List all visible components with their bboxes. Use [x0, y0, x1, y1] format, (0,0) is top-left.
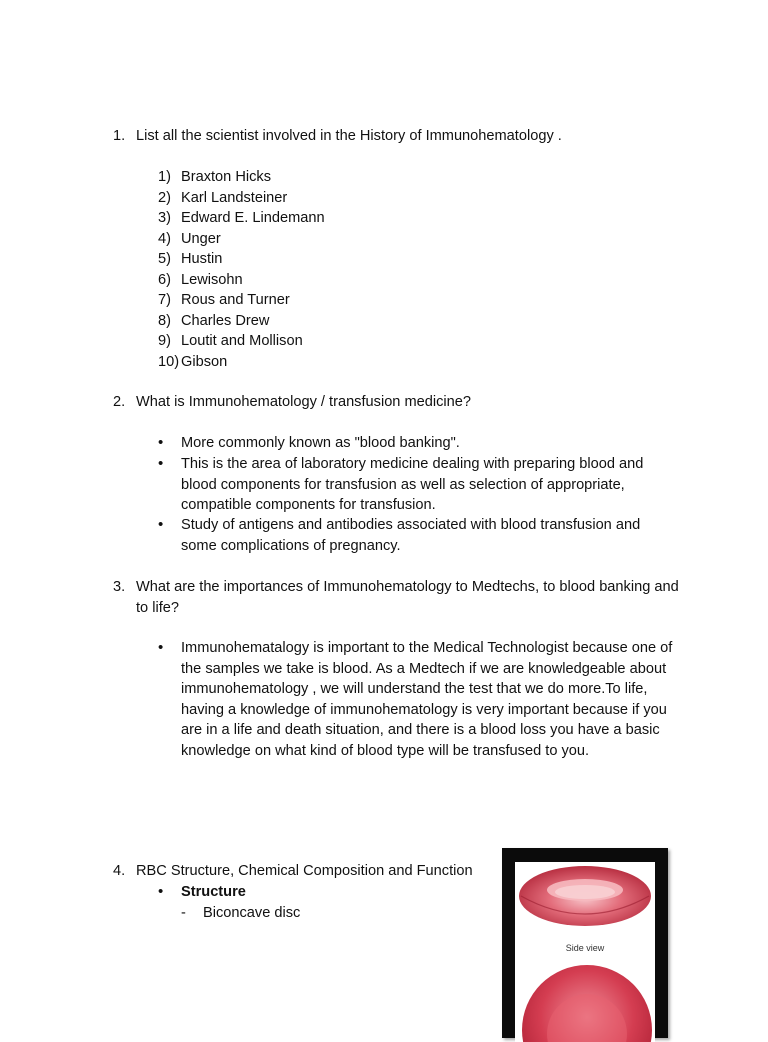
list-item: Rous and Turner — [181, 292, 290, 308]
list-item-number: 7) — [158, 292, 171, 308]
rbc-figure — [502, 848, 668, 1038]
answer-bullet: This is the area of laboratory medicine dealing with preparing blood and blood components for transfusion as well as selection of appropriate, compatible components for transfusion. — [181, 456, 644, 513]
question-number: 2. — [113, 394, 126, 410]
list-item: Hustin — [181, 251, 223, 267]
list-item-number: 6) — [158, 271, 171, 288]
bullet-icon: • — [158, 883, 164, 900]
question-number: 4. — [113, 863, 126, 879]
list-item: Loutit and Mollison — [181, 333, 303, 349]
list-item: Charles Drew — [181, 312, 270, 329]
bullet-icon: • — [158, 455, 164, 472]
question-text: List all the scientist involved in the History of Immunohematology . — [136, 128, 562, 144]
list-item: Unger — [181, 230, 221, 247]
list-item-number: 10) — [158, 353, 180, 370]
list-item: Gibson — [181, 353, 228, 370]
question-text: What is Immunohematology / transfusion medicine? — [136, 394, 472, 410]
question-text: RBC Structure, Chemical Composition and Function — [136, 863, 473, 879]
bullet-icon: • — [158, 434, 164, 451]
question-text: What are the importances of Immunohematology to Medtechs, to blood banking and to life? — [136, 579, 679, 616]
rbc-figure-canvas — [515, 862, 655, 1042]
list-item: Karl Landsteiner — [181, 189, 288, 206]
question-number: 1. — [113, 128, 126, 144]
dash-marker: - — [181, 904, 186, 921]
list-item-number: 1) — [158, 169, 171, 185]
list-item-number: 9) — [158, 333, 171, 349]
figure-caption: Side view — [565, 943, 605, 953]
list-item-number: 8) — [158, 312, 171, 329]
answer-bullet: Study of antigens and antibodies associated with blood transfusion and some complications of pregnancy. — [181, 517, 641, 554]
answer-bullet: More commonly known as "blood banking". — [181, 435, 460, 451]
answer-bullet: Immunohematalogy is important to the Medical Technologist because one of the samples we take is blood. As a Medtech if we are knowledgeable about immunohematology , we will understand the test that we do more.To life, having a knowledge of immunohematology is very important because if you are in a life and death situation, and there is a blood loss you have a basic knowledge on what kind of blood type will be transfused to you. — [181, 640, 673, 759]
sub-item: Biconcave disc — [203, 904, 301, 921]
question-number: 3. — [113, 579, 126, 595]
bullet-icon: • — [158, 639, 164, 656]
list-item: Lewisohn — [181, 271, 243, 288]
list-item-number: 2) — [158, 189, 171, 206]
list-item-number: 5) — [158, 251, 171, 267]
rbc-front-view — [522, 965, 652, 1042]
bullet-icon: • — [158, 516, 164, 533]
rbc-side-view — [519, 866, 651, 926]
list-item-number: 3) — [158, 210, 171, 226]
list-item-number: 4) — [158, 230, 171, 247]
list-item: Edward E. Lindemann — [181, 210, 325, 226]
list-item: Braxton Hicks — [181, 169, 272, 185]
rbc-illustration — [515, 862, 655, 1042]
structure-heading: Structure — [181, 884, 246, 900]
